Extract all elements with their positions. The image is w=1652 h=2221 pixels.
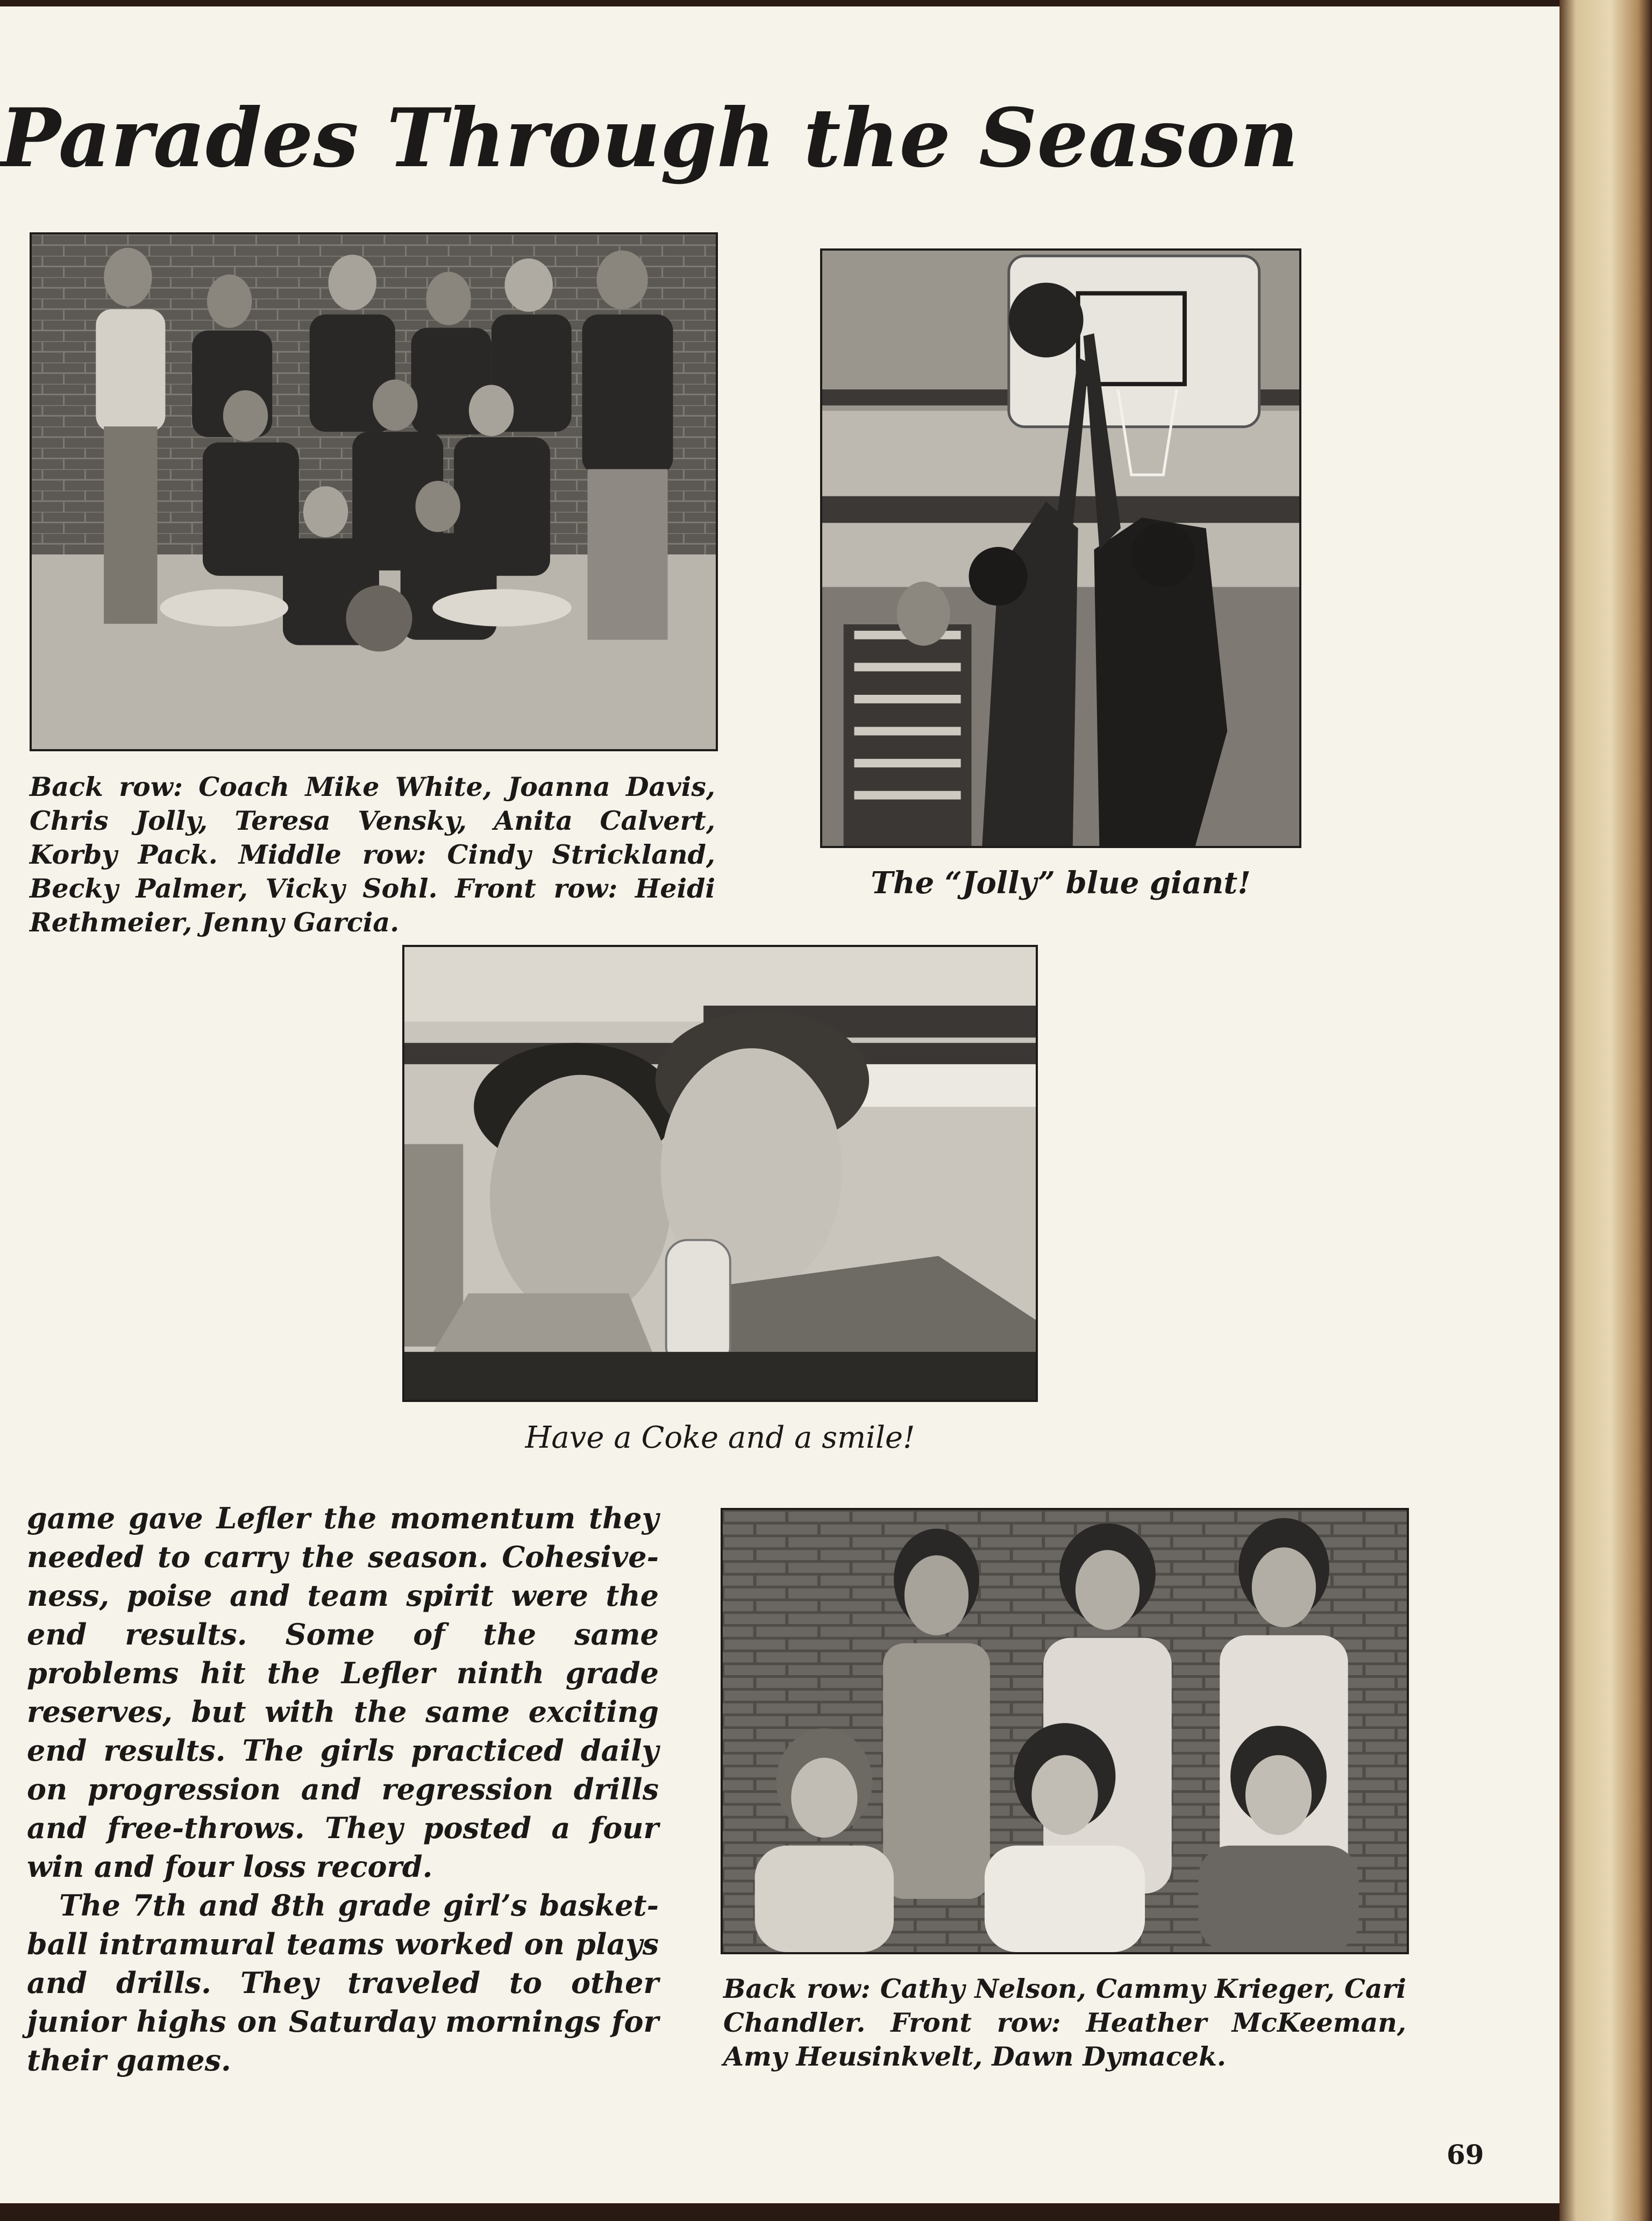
- intramural-photo-caption: Back row: Cathy Nelson, Cammy Krieger, Cari Chandler. Front row: Heather McKeeman, Amy Heusinkvelt, Dawn Dymacek.: [723, 1973, 1406, 2072]
- article-body: [27, 1499, 659, 2080]
- team-photo: [30, 232, 718, 751]
- yearbook-page: [0, 6, 1560, 2203]
- body-paragraph-1: game gave Lefler the momentum they needed to carry the season. Cohesive-ness, poise and team spirit were the end results. Some of the same problems hit the Lefler ninth grade reserves, but with the same exciting end results. The girls practiced daily on progression and regression drills and free-throws. They posted a four win and four loss record.: [27, 1501, 659, 1884]
- book-spine-edge: [1560, 0, 1652, 2221]
- jump-ball-photo: [820, 248, 1301, 848]
- page-number: 69: [1447, 2139, 1484, 2170]
- coke-photo: [402, 945, 1038, 1402]
- body-paragraph-2: The 7th and 8th grade girl’s basket-ball intramural teams worked on plays and drills. They traveled to other junior highs on Saturday mornings for their games.: [27, 1888, 659, 2077]
- team-photo-caption: Back row: Coach Mike White, Joanna Davis, Chris Jolly, Teresa Vensky, Anita Calvert, Korby Pack. Middle row: Cindy Strickland, Becky Palmer, Vicky Sohl. Front row: Heidi Rethmeier, Jenny Garcia.: [30, 771, 715, 938]
- coke-photo-caption: Have a Coke and a smile!: [525, 1420, 915, 1455]
- intramural-photo: [721, 1508, 1409, 1954]
- page-heading: Parades Through the Season: [0, 91, 1299, 186]
- jump-ball-caption: The “Jolly” blue giant!: [871, 865, 1251, 901]
